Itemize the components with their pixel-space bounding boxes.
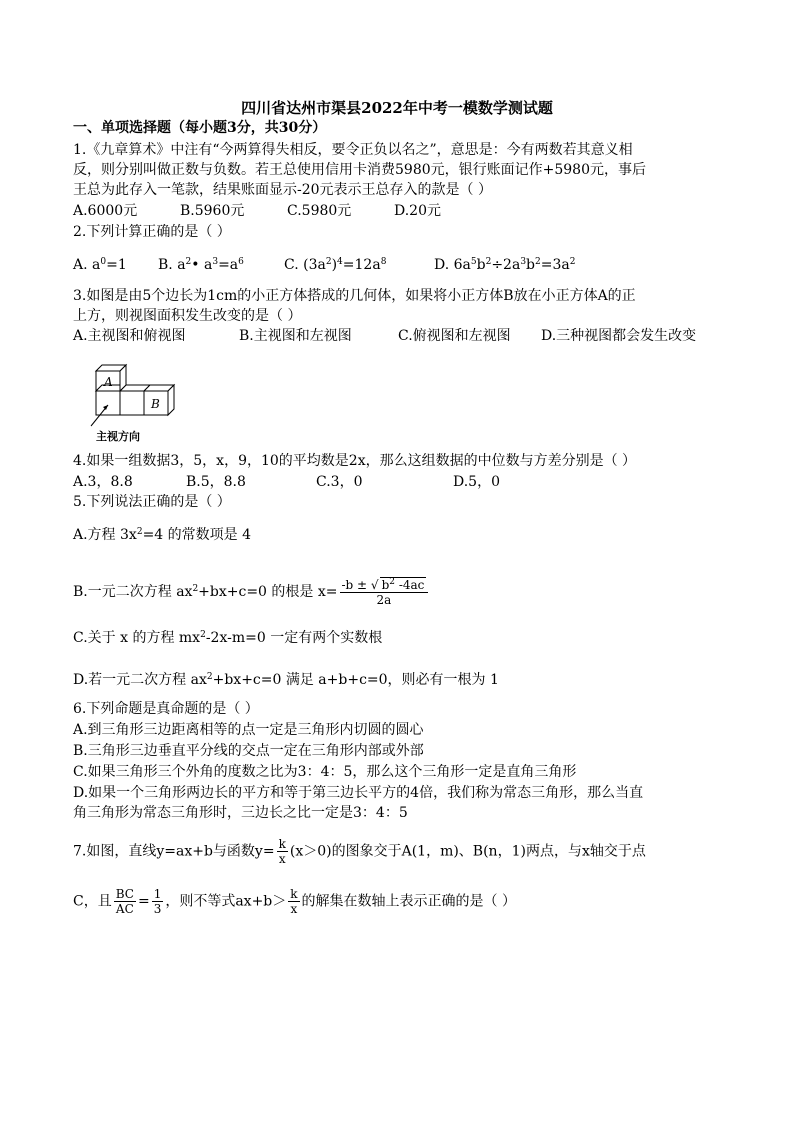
q4-options [73, 472, 500, 492]
q1-line-2: 反，则分别叫做正数与负数。若王总使用信用卡消费5980元，银行账面记作+5980元，事后 [73, 162, 646, 178]
q1-option-b: B.5960元 [180, 203, 245, 219]
q6-option-c: C.如果三角形三个外角的度数之比为3：4：5，那么这个三角形一定是直角三角形 [73, 764, 577, 780]
fig-caption: 主视方向 [96, 430, 140, 442]
q2-option-a: A. $a^0=1$ [73, 257, 127, 273]
q1-option-d: D.20元 [394, 203, 441, 219]
q6-option-a: A.到三角形三边距离相等的点一定是三角形内切圆的圆心 [73, 722, 424, 738]
q6-stem: 6.下列命题是真命题的是（ ） [73, 701, 259, 717]
q5-option-d: D.若一元二次方程 $ax^2+bx+c=0$ 满足 a+b+c=0，则必有一根为 1 [73, 672, 499, 688]
cube-figure [86, 356, 186, 446]
q2-option-c: C. $(3a^2)^4=12a^8$ [284, 257, 387, 273]
q1-line-3: 王总为此存入一笔款，结果账面显示-20元表示王总存入的款是（ ） [73, 182, 492, 198]
q5-option-c: C.关于 x 的方程 $mx^2-2x-m=0$ 一定有两个实数根 [73, 630, 383, 646]
q4-option-c: C.3，0 [316, 474, 363, 490]
q3-option-b: B.主视图和左视图 [239, 328, 352, 344]
k-over-x: $\frac{k}{x}$ [278, 837, 286, 866]
q4-stem: 4.如果一组数据3，5，x，9，10的平均数是2x，那么这组数据的中位数与方差分别是（ ） [73, 453, 637, 469]
q1-line-1: 1.《九章算术》中注有“今两算得失相反，要令正负以名之”，意思是：今有两数若其意义相 [73, 142, 633, 158]
cube-figure-svg [86, 356, 186, 442]
q4-option-b: B.5，8.8 [186, 474, 246, 490]
q6-option-b: B.三角形三边垂直平分线的交点一定在三角形内部或外部 [73, 743, 424, 759]
q3-option-c: C.俯视图和左视图 [398, 328, 511, 344]
q3-options [73, 326, 696, 346]
q2-option-b: B. $a^2•$ $a^3=a^6$ [158, 257, 244, 273]
one-third: $\frac{1}{3}$ [153, 887, 162, 916]
q1-options [73, 201, 441, 221]
bc-over-ac: $\frac{BC}{AC}$ [115, 887, 134, 916]
q5-option-a: A.方程 $3x^2=4$ 的常数项是 4 [73, 527, 252, 543]
q7-line-2: C，且 $\frac{BC}{AC}$ = $\frac{1}{3}$ ，则不等式ax+b＞ $\frac{k}{x}$ 的解集在数轴上表示正确的是（ ） [73, 887, 516, 916]
q7-line-1: 7.如图，直线y=ax+b与函数y= $\frac{k}{x}$ (x＞0)的图象交于A(1，m)、B(n，1)两点，与x轴交于点 [73, 837, 646, 866]
q4-option-a: A.3，8.8 [73, 474, 133, 490]
root-formula: $\frac{-b \pm √ b^2 -4ac}{2a}$ [340, 577, 429, 607]
q5-option-b: B.一元二次方程 $ax^2+bx+c=0$ 的根是 x= $\frac{-b \pm √ b^2 -4ac}{2a}$ [73, 577, 430, 607]
fig-label-a: A [104, 375, 113, 389]
page-title: 四川省达州市渠县2022年中考一模数学测试题 [241, 99, 553, 117]
q2-options [73, 255, 575, 275]
section-heading: 一、单项选择题（每小题3分，共30分） [73, 120, 327, 136]
fig-label-b: B [151, 397, 160, 411]
q5-stem: 5.下列说法正确的是（ ） [73, 494, 231, 510]
q1-option-c: C.5980元 [287, 203, 352, 219]
q3-line-2: 上方，则视图面积发生改变的是（ ） [73, 308, 302, 324]
q3-option-d: D.三种视图都会发生改变 [541, 328, 697, 344]
q1-option-a: A.6000元 [73, 203, 138, 219]
q2-stem: 2.下列计算正确的是（ ） [73, 224, 231, 240]
q6-option-d-line-1: D.如果一个三角形两边长的平方和等于第三边长平方的4倍，我们称为常态三角形，那么当直 [73, 785, 644, 801]
q3-line-1: 3.如图是由5个边长为1cm的小正方体搭成的几何体，如果将小正方体B放在小正方体A的正 [73, 288, 636, 304]
k-over-x-2: $\frac{k}{x}$ [290, 887, 298, 916]
q3-option-a: A.主视图和俯视图 [73, 328, 186, 344]
q2-option-d: D. $6a^5b^2\div 2a^3b^2=3a^2$ [434, 257, 576, 273]
q6-option-d-line-2: 角三角形为常态三角形时，三边长之比一定是3：4：5 [73, 805, 408, 821]
q4-option-d: D.5，0 [453, 474, 500, 490]
